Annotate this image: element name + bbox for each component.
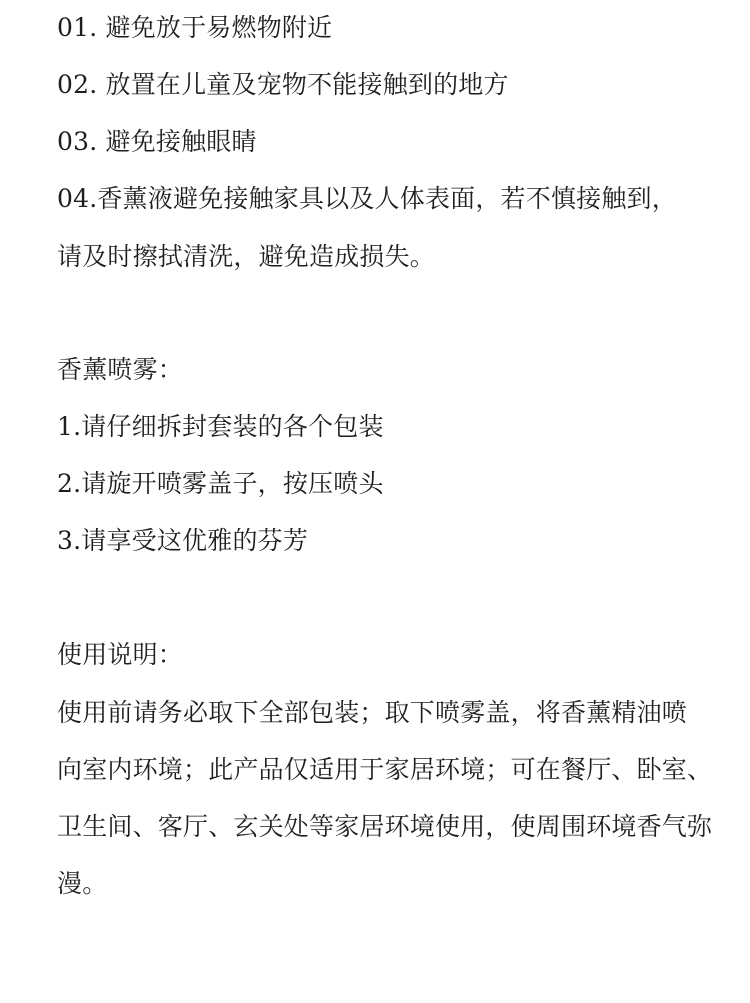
- usage-line-3: 卫生间、客厅、玄关处等家居环境使用，使周围环境香气弥: [57, 812, 713, 841]
- usage-line-2: 向室内环境；此产品仅适用于家居环境；可在餐厅、卧室、: [57, 755, 713, 784]
- spray-heading: 香薰喷雾：: [57, 355, 184, 384]
- precaution-item-4-line-2: 请及时擦拭清洗，避免造成损失。: [57, 242, 436, 271]
- spray-step-3: 3.请享受这优雅的芬芳: [57, 526, 309, 555]
- precaution-item-2: 02. 放置在儿童及宠物不能接触到的地方: [57, 70, 509, 99]
- precaution-item-4-line-1: 04.香薰液避免接触家具以及人体表面，若不慎接触到，: [57, 184, 677, 213]
- usage-line-4: 漫。: [57, 869, 108, 898]
- spray-step-2: 2.请旋开喷雾盖子，按压喷头: [57, 469, 384, 498]
- spray-step-1: 1.请仔细拆封套装的各个包装: [57, 412, 384, 441]
- usage-line-1: 使用前请务必取下全部包装；取下喷雾盖，将香薰精油喷: [57, 698, 688, 727]
- precaution-item-1: 01. 避免放于易燃物附近: [57, 13, 333, 42]
- usage-heading: 使用说明：: [57, 640, 184, 669]
- precaution-item-3: 03. 避免接触眼睛: [57, 127, 257, 156]
